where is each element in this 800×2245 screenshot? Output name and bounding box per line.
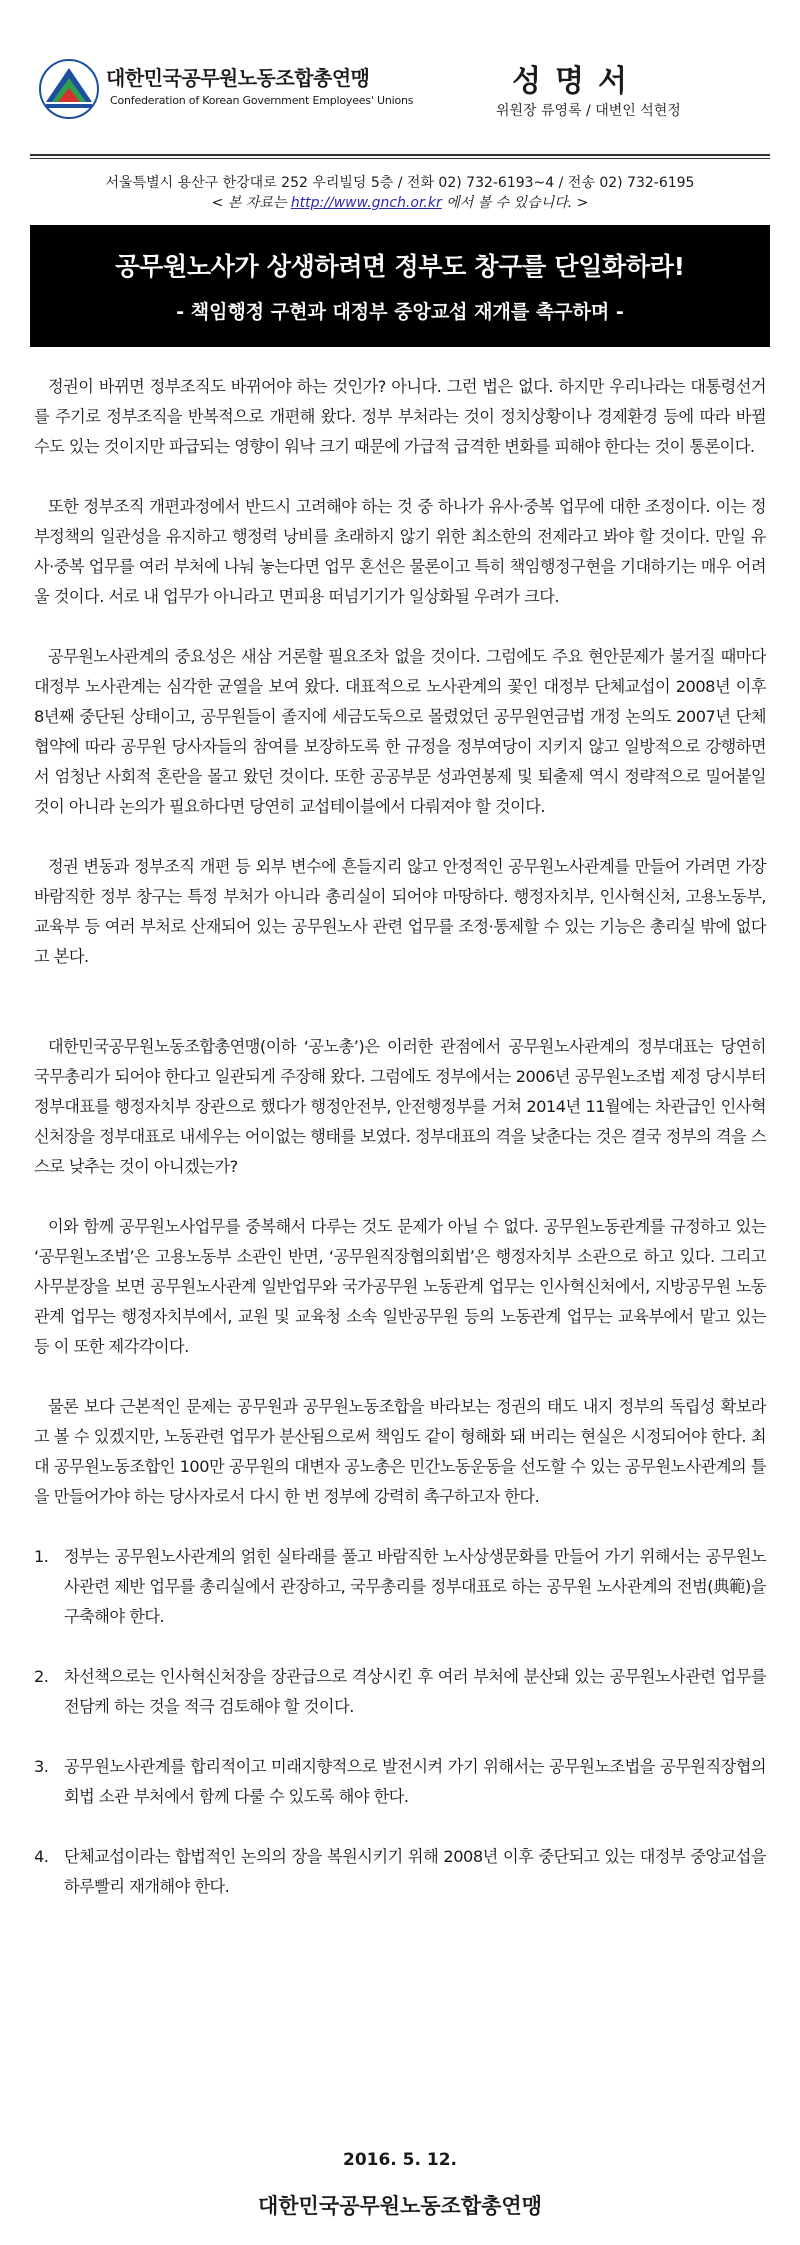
list-item [34, 1662, 766, 1722]
letterhead [30, 28, 770, 138]
item-text: 단체교섭이라는 합법적인 논의의 장을 복원시키기 위해 2008년 이후 중단되고 있는 대정부 중앙교섭을 하루빨리 재개해야 한다. [64, 1847, 766, 1896]
item-text: 공무원노사관계를 합리적이고 미래지향적으로 발전시켜 가기 위해서는 공무원노조법을 공무원직장협의회법 소관 부처에서 함께 다룰 수 있도록 해야 한다. [64, 1757, 766, 1806]
statement-body [34, 372, 766, 1902]
paragraph-7: 물론 보다 근본적인 문제는 공무원과 공무원노동조합을 바라보는 정권의 태도 내지 정부의 독립성 확보라고 볼 수 있겠지만, 노동관련 업무가 분산됨으로써 책임도 같이 형해화 돼 버리는 현실은 시정되어야 한다. 최대 공무원노동조합인 100만 공무원의 대변자 공노총은 민간노동운동을 선도할 수 있는 공무원노사관계의 틀을 만들어가야 하는 당사자로서 다시 한 번 정부에 강력히 촉구하고자 한다. [34, 1397, 766, 1506]
contact-address: 서울특별시 용산구 한강대로 252 우리빌딩 5층 / 전화 02) 732-6193~4 / 전송 02) 732-6195 [105, 175, 695, 191]
headline-sub: - 책임행정 구현과 대정부 중앙교섭 재개를 촉구하며 - [176, 301, 624, 323]
chair-and-spokesperson: 위원장 류영록 / 대변인 석현정 [496, 103, 681, 119]
list-item [34, 1752, 766, 1812]
paragraph-1: 정권이 바뀌면 정부조직도 바뀌어야 하는 것인가? 아니다. 그런 법은 없다. 하지만 우리나라는 대통령선거를 주기로 정부조직을 반복적으로 개편해 왔다. 정부 부처라는 것이 정치상황이나 경제환경 등에 따라 바뀔 수도 있는 것이지만 파급되는 영향이 워낙 크기 때문에 가급적 급격한 변화를 피해야 한다는 것이 통론이다. [34, 377, 766, 456]
header-divider-thin [30, 158, 770, 159]
list-item [34, 1842, 766, 1902]
item-number: 2. [34, 1667, 49, 1686]
paragraph-6: 이와 함께 공무원노사업무를 중복해서 다루는 것도 문제가 아닐 수 없다. 공무원노동관계를 규정하고 있는 ‘공무원노조법’은 고용노동부 소관인 반면, ‘공무원직장협의회법’은 행정자치부 소관으로 하고 있다. 그리고 사무분장을 보면 공무원노사관계 일반업무와 국가공무원 노동관계 업무는 인사혁신처에서, 지방공무원 노동관계 업무는 행정자치부에서, 교원 및 교육청 소속 일반공무원 등의 노동관계 업무는 교육부에서 맡고 있는 등 이 또한 제각각이다. [34, 1217, 766, 1356]
source-suffix: 에서 볼 수 있습니다. > [441, 195, 589, 211]
item-text: 차선책으로는 인사혁신처장을 장관급으로 격상시킨 후 여러 부처에 분산돼 있는 공무원노사관련 업무를 전담케 하는 것을 적극 검토해야 할 것이다. [64, 1667, 766, 1716]
paragraph-4: 정권 변동과 정부조직 개편 등 외부 변수에 흔들지리 않고 안정적인 공무원노사관계를 만들어 가려면 가장 바람직한 정부 창구는 특정 부처가 아니라 총리실이 되어야 마땅하다. 행정자치부, 인사혁신처, 고용노동부, 교육부 등 여러 부처로 산재되어 있는 공무원노사 관련 업무를 조정·통제할 수 있는 기능은 총리실 밖에 없다고 본다. [34, 857, 766, 966]
website-link[interactable]: http://www.gnch.or.kr [290, 195, 442, 211]
statement-date: 2016. 5. 12. [342, 2150, 457, 2170]
list-item [34, 1542, 766, 1632]
demands-list [34, 1542, 766, 1902]
source-note [0, 192, 800, 212]
paragraph-2: 또한 정부조직 개편과정에서 반드시 고려해야 하는 것 중 하나가 유사·중복 업무에 대한 조정이다. 이는 정부정책의 일관성을 유지하고 행정력 낭비를 초래하지 않기 위한 최소한의 전제라고 봐야 할 것이다. 만일 유사·중복 업무를 여러 부처에 나눠 놓는다면 업무 혼선은 물론이고 특히 책임행정구현을 기대하기는 매우 어려울 것이다. 서로 내 업무가 아니라고 면피용 떠넘기기가 일상화될 우려가 크다. [34, 497, 766, 606]
headline-main: 공무원노사가 상생하려면 정부도 창구를 단일화하라! [115, 252, 685, 281]
item-text: 정부는 공무원노사관계의 얽힌 실타래를 풀고 바람직한 노사상생문화를 만들어 가기 위해서는 공무원노사관련 제반 업무를 총리실에서 관장하고, 국무총리를 정부대표로 하는 공무원 노사관계의 전범(典範)을 구축해야 한다. [64, 1547, 766, 1626]
item-number: 3. [34, 1757, 49, 1776]
signature-org: 대한민국공무원노동조합총연맹 [257, 2194, 542, 2218]
headline-box [30, 225, 770, 347]
header-divider-thick [30, 154, 770, 156]
source-prefix: < 본 자료는 [211, 195, 291, 211]
paragraph-5: 대한민국공무원노동조합총연맹(이하 ‘공노총’)은 이러한 관점에서 공무원노사관계의 정부대표는 당연히 국무총리가 되어야 한다고 일관되게 주장해 왔다. 그럼에도 정부에서는 2006년 공무원노조법 제정 당시부터 정부대표를 행정자치부 장관으로 했다가 행정안전부, 안전행정부를 거쳐 2014년 11월에는 차관급인 인사혁신처장을 정부대표로 내세우는 어이없는 행태를 보였다. 정부대표의 격을 낮춘다는 것은 결국 정부의 격을 스스로 낮추는 것이 아니겠는가? [34, 1037, 766, 1176]
paragraph-3: 공무원노사관계의 중요성은 새삼 거론할 필요조차 없을 것이다. 그럼에도 주요 현안문제가 불거질 때마다 대정부 노사관계는 심각한 균열을 보여 왔다. 대표적으로 노사관계의 꽃인 대정부 단체교섭이 2008년 이후 8년째 중단된 상태이고, 공무원들이 졸지에 세금도둑으로 몰렸었던 공무원연금법 개정 논의도 2007년 단체협약에 따라 공무원 당사자들의 참여를 보장하도록 한 규정을 정부여당이 지키지 않고 일방적으로 강행하면서 엄청난 사회적 혼란을 몰고 왔던 것이다. 또한 공공부문 성과연봉제 및 퇴출제 역시 정략적으로 밀어붙일 것이 아니라 논의가 필요하다면 당연히 교섭테이블에서 다뤄져야 할 것이다. [34, 647, 766, 816]
union-logo-icon [38, 58, 100, 120]
org-name-korean: 대한민국공무원노동조합총연맹 [106, 66, 370, 90]
item-number: 4. [34, 1847, 49, 1866]
document-title: 성명서 [512, 64, 641, 99]
item-number: 1. [34, 1547, 49, 1566]
org-name-english: Confederation of Korean Government Employees' Unions [110, 94, 414, 107]
